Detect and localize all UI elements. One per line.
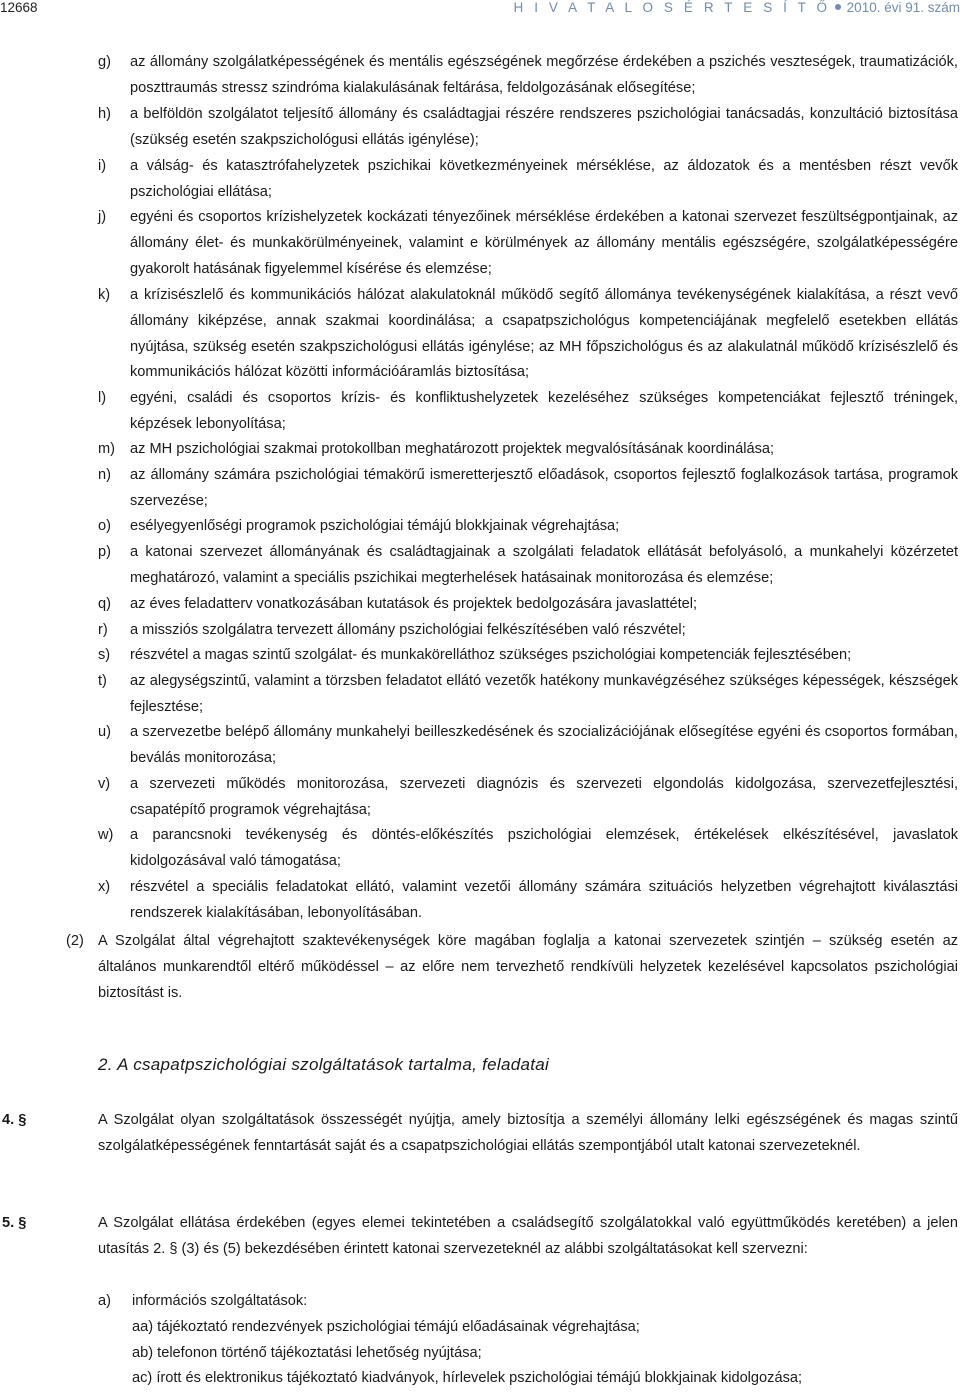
list-item-text: a szervezetbe belépő állomány munkahelyi beilleszkedésének és szocializációjának elősegítése egyéni és csoportos formában, beválás monitorozása; [130,724,958,766]
list-item-text: a belföldön szolgálatot teljesítő állomány és családtagjai részére rendszeres pszichológiai tanácsadás, konzultáció biztosítása (szükség esetén szakpszichológusi ellátás igénylése); [130,106,958,148]
list-item-label: n) [98,467,111,483]
list-item-label: s) [98,647,111,663]
list-item-label: k) [98,287,111,303]
subsection-label: (2) [66,933,84,949]
list-item-label: l) [98,390,107,406]
list-item-q [98,592,958,618]
list-item-o [98,514,958,540]
list-item-label: p) [98,544,111,560]
list-item-text: az állomány számára pszichológiai témakörű ismeretterjesztő előadások, csoportos fejlesztő foglalkozások tartása, programok szervezése; [130,467,958,509]
list-item-text: részvétel a magas szintű szolgálat- és munkakörelláthoz szükséges pszichológiai kompetenciák fejlesztésében; [130,647,852,663]
list-item-x [98,875,958,927]
list-item-text: részvétel a speciális feladatokat ellátó, valamint vezetői állomány számára szituációs helyzetben végrehajtott kiválasztási rendszerek kialakításában, lebonyolításában. [130,879,958,921]
list-item-label: g) [98,54,111,70]
list-item-text: információs szolgáltatások: [132,1293,308,1309]
list-item-s [98,643,958,669]
separator-dot [835,4,841,10]
list-item-g [98,50,958,102]
list-item-i [98,154,958,206]
list-item-text: a válság- és katasztrófahelyzetek pszichikai következményeinek mérséklése, az áldozatok és a mentésben részt vevők pszichológiai ellátása; [130,158,958,200]
paragraph-text: A Szolgálat ellátása érdekében (egyes elemei tekintetében a családsegítő szolgálatokkal való együttműködés keretében) a jelen utasítás 2. § (3) és (5) bekezdésében érintett katonai szervezeteknél az alábbi szolgáltatásokat kell szervezni: [98,1215,958,1257]
list-item-a [98,1289,958,1315]
journal-masthead [514,0,960,15]
paragraph-text: A Szolgálat olyan szolgáltatások összességét nyújtja, amely biztosítja a személyi állomány lelki egészségének és magas szintű szolgálatképességének fenntartását saját és a csapatpszichológiai ellátás szempontjából utalt katonai szervezeteknél. [98,1112,958,1154]
journal-title: H I V A T A L O S É R T E S Í T Ő [513,0,831,15]
list-item-n [98,463,958,515]
list-item-l [98,386,958,438]
list-item-text: egyéni és csoportos krízishelyzetek kockázati tényezőinek mérséklése érdekében a katonai szervezet feszültségpontjainak, az állomány élet- és munkakörülményeinek, valamint e körülmények az állomány mentális egészségére, szolgálatképességére gyakorolt hatásának figyelemmel kísérése és elemzése; [130,209,958,277]
section-title: 2. A csapatpszichológiai szolgáltatások tartalma, feladatai [98,1055,550,1074]
list-item-text: az MH pszichológiai szakmai protokollban meghatározott projektek megvalósításának koordinálása; [130,441,775,457]
paragraph-label: 5. § [2,1215,27,1231]
list-item-text: a szervezeti működés monitorozása, szervezeti diagnózis és szervezeti elgondolás kidolgozása, szervezetfejlesztési, csapatépítő programok végrehajtása; [130,776,958,818]
paragraph-4 [0,1108,958,1160]
subsection-2 [66,929,958,1006]
list-item-m [98,437,958,463]
sub-item-ab: ab) telefonon történő tájékoztatási lehetőség nyújtása; [132,1345,482,1361]
list-item-text: a missziós szolgálatra tervezett állomány pszichológiai felkészítésében való részvétel; [130,622,686,638]
list-item-label: v) [98,776,111,792]
list-item-text: a katonai szervezet állományának és családtagjainak a szolgálati feladatok ellátását befolyásoló, a munkahelyi közérzetet meghatározó, valamint a speciális pszichikai megterhelések hatásainak monitorozása és elemzése; [130,544,958,586]
list-item-label: x) [98,879,111,895]
list-item-p [98,540,958,592]
sub-item-aa: aa) tájékoztató rendezvények pszichológiai témájú előadásainak végrehajtása; [132,1319,640,1335]
list-item-label: h) [98,106,111,122]
list-item-r [98,618,958,644]
page-header [0,0,960,22]
list-item-label: r) [98,622,108,638]
paragraph-5 [0,1211,958,1263]
list-item-h [98,102,958,154]
list-item-label: q) [98,596,111,612]
sub-item-ac: ac) írott és elektronikus tájékoztató kiadványok, hírlevelek pszichológiai témájú blokkjainak kidolgozása; [132,1370,803,1386]
list-item-text: az éves feladatterv vonatkozásában kutatások és projektek bedolgozására javaslattétel; [130,596,698,612]
list-item-label: o) [98,518,111,534]
list-item-text: a parancsnoki tevékenység és döntés-előkészítés pszichológiai elemzések, értékelések elkészítésével, javaslatok kidolgozásával való támogatása; [130,827,958,869]
list-item-k [98,283,958,386]
list-item-w [98,823,958,875]
list-item-label: m) [98,441,116,457]
issue-number: 2010. évi 91. szám [846,0,960,15]
list-item-v [98,772,958,824]
list-item-j [98,205,958,282]
list-item-u [98,720,958,772]
list-item-t [98,669,958,721]
list-item-label: w) [98,827,114,843]
subsection-text: A Szolgálat által végrehajtott szaktevékenységek köre magában foglalja a katonai szervezetek szintjén – szükség esetén az általános munkarendtől eltérő működéssel – az előre nem tervezhető rendkívüli helyzetek kezelésével kapcsolatos pszichológiai biztosítást is. [98,933,958,1001]
list-item-text: az alegységszintű, valamint a törzsben feladatot ellátó vezetők hatékony munkavégzéséhez szükséges képességek, készségek fejlesztése; [130,673,958,715]
list-item-text: a krízisészlelő és kommunikációs hálózat alakulatoknál működő segítő állománya tevékenységének kialakítása, a részt vevő állomány kiképzése, annak szakmai koordinálása; a csapatpszichológus kompetenciájának megfelelő esetekben ellátás nyújtása, szükség esetén szakpszichológusi ellátás igénylése; az MH főpszichológus és az alakulatnál működő krízisészlelő és kommunikációs hálózat közötti információáramlás biztosítása; [130,287,958,381]
list-item-text: esélyegyenlőségi programok pszichológiai témájú blokkjainak végrehajtása; [130,518,620,534]
list-item-label: i) [98,158,107,174]
list-item-label: j) [98,209,107,225]
page-number: 12668 [0,0,38,15]
list-item-label: a) [98,1293,111,1309]
list-item-label: t) [98,673,107,689]
list-item-text: egyéni, családi és csoportos krízis- és konfliktushelyzetek kezeléséhez szükséges kompetenciákat fejlesztő tréningek, képzések lebonyolítása; [130,390,958,432]
paragraph-label: 4. § [2,1112,27,1128]
list-item-label: u) [98,724,111,740]
list-item-text: az állomány szolgálatképességének és mentális egészségének megőrzése érdekében a pszichés veszteségek, traumatizációk, poszttraumás stressz szindróma kialakulásának feltárása, feldolgozásának elősegítése; [130,54,958,96]
